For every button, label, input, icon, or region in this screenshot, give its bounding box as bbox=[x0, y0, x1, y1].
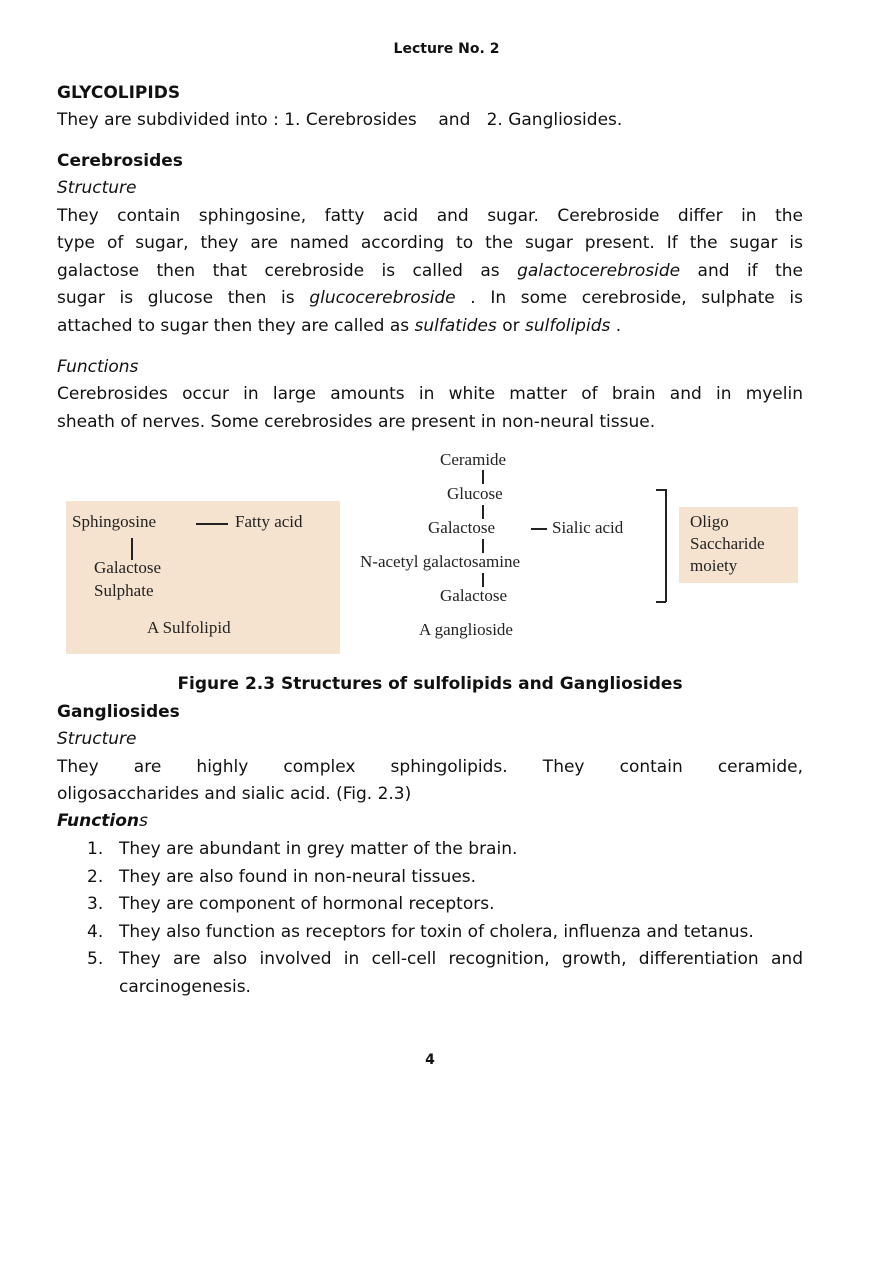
galactose-label: Galactose bbox=[428, 518, 496, 537]
lecture-header: Lecture No. 2 bbox=[393, 41, 500, 57]
list-item: 1. They are abundant in grey matter of the brain. bbox=[87, 839, 518, 859]
paragraph-line: sheath of nerves. Some cerebrosides are present in non-neural tissue. bbox=[57, 412, 656, 432]
bond-line bbox=[482, 505, 484, 519]
bond-line bbox=[531, 528, 547, 530]
sphingosine-label: Sphingosine bbox=[72, 512, 157, 531]
fatty-acid-label: Fatty acid bbox=[235, 512, 303, 531]
bond-line bbox=[482, 539, 484, 553]
bracket-bottom bbox=[656, 601, 666, 603]
bond-line bbox=[131, 538, 133, 560]
gangliosides-heading: Gangliosides bbox=[57, 702, 180, 722]
glucose-label: Glucose bbox=[447, 484, 503, 503]
term-glucocerebroside: glucocerebroside bbox=[309, 288, 456, 308]
bond-line bbox=[196, 523, 228, 525]
term-sulfolipids: sulfolipids bbox=[525, 316, 611, 336]
gangliosides-structure-line: They are highly complex sphingolipids. They contain ceramide, bbox=[57, 757, 803, 777]
cerebrosides-heading: Cerebrosides bbox=[57, 151, 183, 171]
moiety-label-line: Saccharide bbox=[690, 534, 765, 553]
cerebrosides-functions-heading: Functions bbox=[57, 357, 139, 377]
bond-line bbox=[482, 470, 484, 484]
cerebrosides-structure-heading: Structure bbox=[57, 178, 137, 198]
functions-list bbox=[57, 836, 803, 1001]
ganglioside-caption-label: A ganglioside bbox=[419, 620, 513, 639]
term-galactocerebroside: galactocerebroside bbox=[517, 261, 681, 281]
paragraph-line: sugar is glucose then is glucocerebroside . In some cerebroside, sulphate is bbox=[57, 288, 803, 308]
galactose-label: Galactose bbox=[440, 586, 508, 605]
paragraph-line: galactose then that cerebroside is called as galactocerebroside and if the bbox=[57, 261, 803, 281]
figure-caption: Figure 2.3 Structures of sulfolipids and Gangliosides bbox=[177, 674, 683, 694]
list-item: 5. They are also involved in cell-cell recognition, growth, differentiation and carcinogenesis. bbox=[87, 949, 803, 997]
moiety-label-line: moiety bbox=[690, 556, 738, 575]
sulphate-label: Sulphate bbox=[94, 581, 154, 600]
bond-line bbox=[482, 573, 484, 587]
bracket-line bbox=[665, 489, 667, 602]
paragraph-line: Cerebrosides occur in large amounts in white matter of brain and in myelin bbox=[57, 384, 803, 404]
galactose-label: Galactose bbox=[94, 558, 162, 577]
gangliosides-functions-heading: Functions bbox=[57, 811, 148, 831]
glycolipids-intro: They are subdivided into : 1. Cerebrosides and 2. Gangliosides. bbox=[57, 110, 623, 130]
glycolipids-heading: GLYCOLIPIDS bbox=[57, 83, 181, 103]
page-number: 4 bbox=[425, 1052, 435, 1068]
term-sulfatides: sulfatides bbox=[414, 316, 497, 336]
paragraph-line: They contain sphingosine, fatty acid and sugar. Cerebroside differ in the bbox=[57, 206, 803, 226]
gangliosides-structure-line: oligosaccharides and sialic acid. (Fig. 2.3) bbox=[57, 784, 412, 804]
sialic-acid-label: Sialic acid bbox=[552, 518, 624, 537]
n-acetyl-galactosamine-label: N-acetyl galactosamine bbox=[360, 552, 521, 571]
list-item: 3. They are component of hormonal receptors. bbox=[87, 894, 495, 914]
paragraph-line: attached to sugar then they are called as sulfatides or sulfolipids . bbox=[57, 316, 622, 336]
ceramide-label: Ceramide bbox=[440, 450, 507, 469]
moiety-label-line: Oligo bbox=[690, 512, 729, 531]
paragraph-line: type of sugar, they are named according to the sugar present. If the sugar is bbox=[57, 233, 803, 253]
gangliosides-structure-heading: Structure bbox=[57, 729, 137, 749]
sulfolipid-caption-label: A Sulfolipid bbox=[147, 618, 231, 637]
list-item: 2. They are also found in non-neural tissues. bbox=[87, 866, 477, 887]
list-item: 4. They also function as receptors for toxin of cholera, influenza and tetanus. bbox=[87, 921, 754, 942]
